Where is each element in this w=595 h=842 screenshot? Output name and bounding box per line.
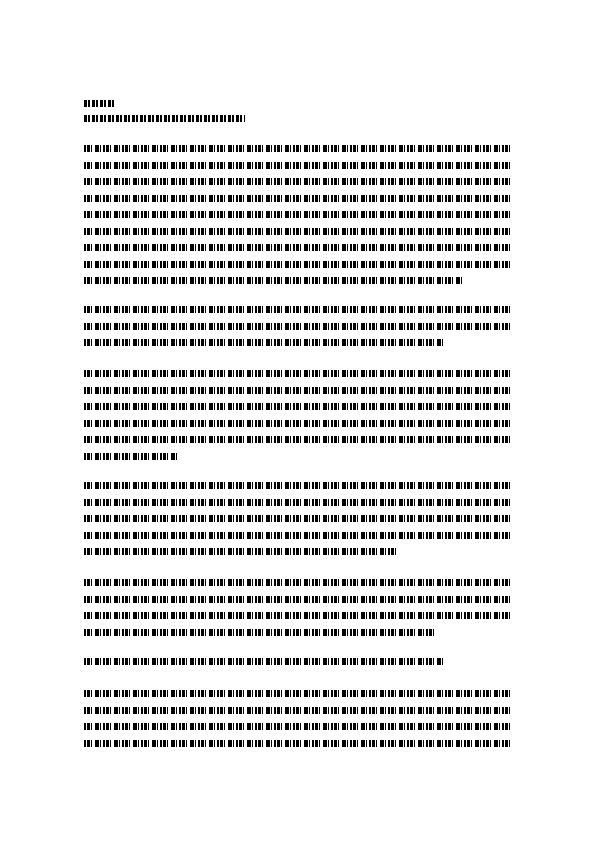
heading-text xyxy=(84,100,116,107)
subheading-text xyxy=(84,115,245,122)
document-subheading xyxy=(84,115,245,124)
paragraph-5 xyxy=(84,579,511,645)
paragraph-4 xyxy=(84,482,511,565)
paragraph-1 xyxy=(84,145,511,294)
paragraph-3 xyxy=(84,370,511,469)
paragraph-2 xyxy=(84,306,511,356)
document-heading xyxy=(84,100,116,109)
paragraph-7 xyxy=(84,690,511,756)
paragraph-6 xyxy=(84,658,511,675)
